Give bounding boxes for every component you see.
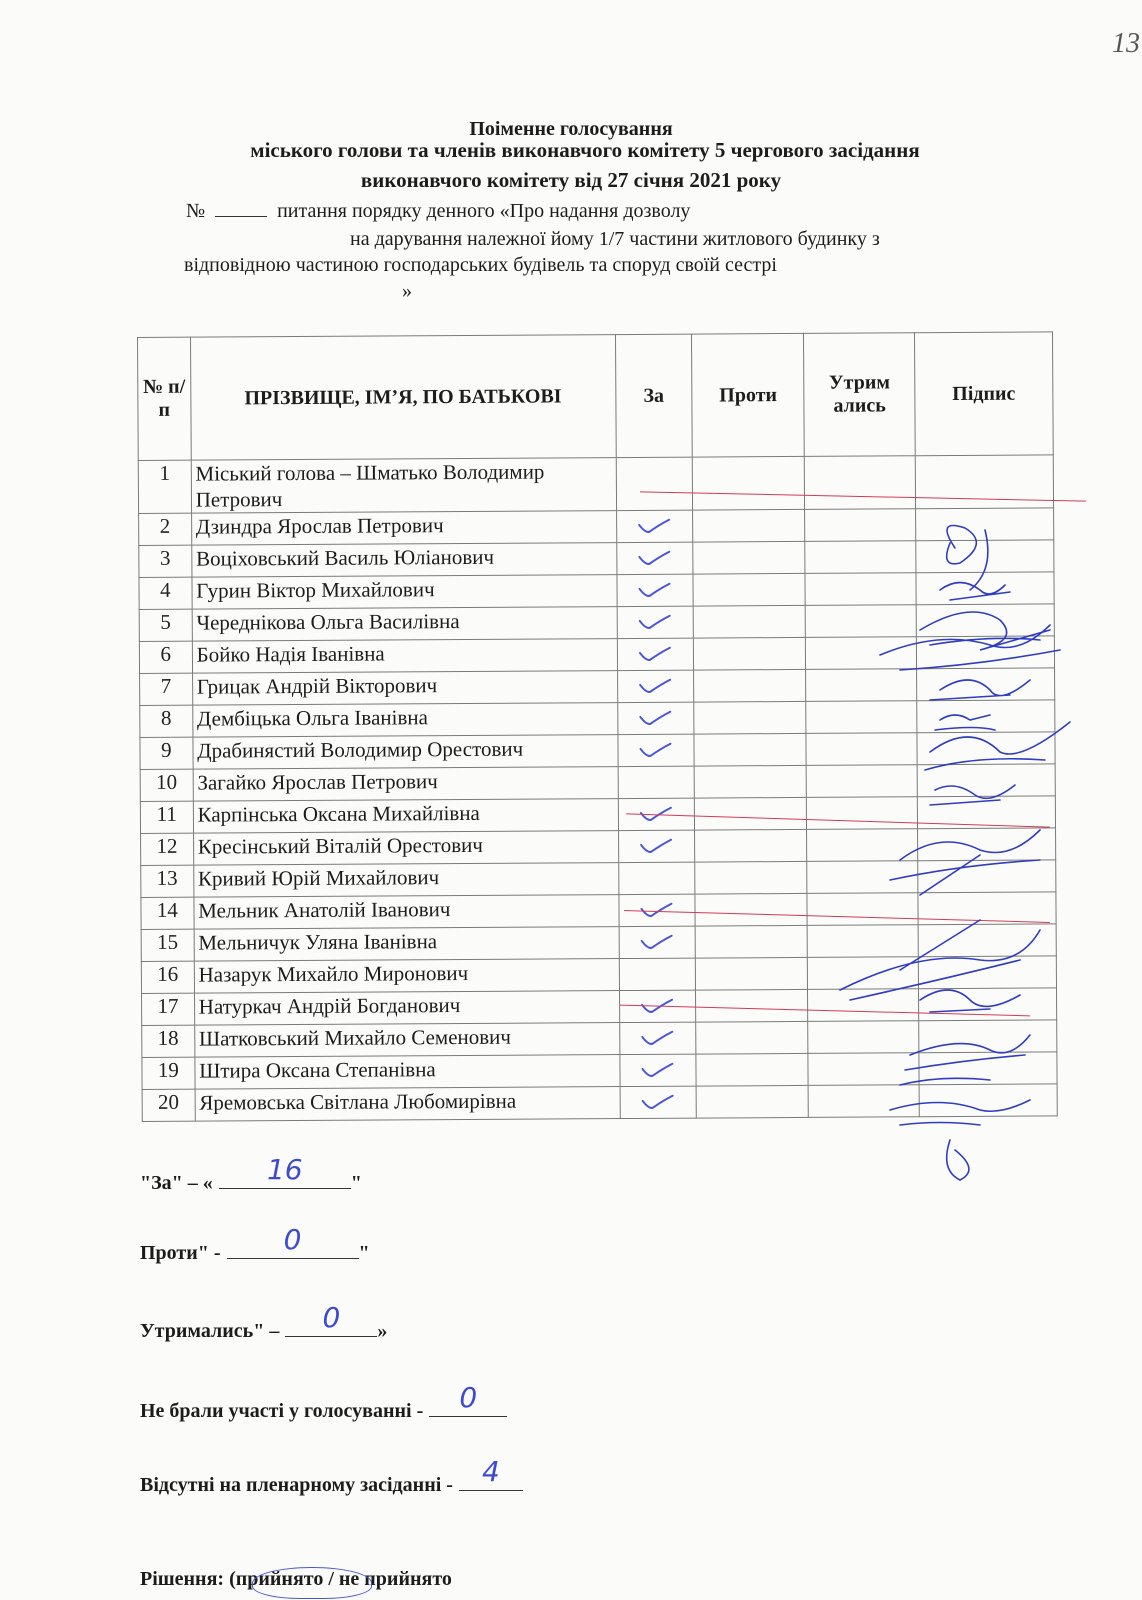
header-num: № п/ п (138, 337, 191, 460)
signature-scribble (840, 920, 1040, 1000)
summary-not-voted (140, 1381, 507, 1423)
header-against: Проти (692, 333, 805, 457)
header-name: ПРІЗВИЩЕ, ІМ’Я, ПО БАТЬКОВІ (190, 335, 616, 461)
summary-absent (140, 1455, 523, 1497)
header-signature: Підпис (914, 332, 1053, 456)
summary-against (140, 1223, 370, 1265)
summary-decision-label: Рішення: (прийнято / не прийнято (140, 1568, 452, 1590)
row-number: 12 (141, 833, 194, 865)
row-number: 15 (141, 929, 194, 961)
row-name: Череднікова Ольга Василівна (192, 607, 617, 642)
row-number: 14 (141, 897, 194, 929)
header-for: За (615, 334, 692, 457)
row-name: Мельничук Уляна Іванівна (194, 927, 619, 962)
signature-scribble (935, 715, 995, 730)
row-number: 2 (139, 513, 192, 545)
row-name: Натуркач Андрій Богданович (194, 991, 619, 1026)
signature-scribble (900, 1035, 1030, 1085)
document-subtitle: міського голови та членів виконавчого комітету 5 чергового засідання (250, 138, 920, 162)
header-abstained: Утрим ались (804, 333, 915, 457)
row-name: Бойко Надія Іванівна (192, 639, 617, 674)
agenda-question-line-3: відповідною частиною господарських будівель та споруд своїй сестрі (184, 254, 777, 276)
summary-not-voted-label: Не брали участі у голосуванні - (140, 1400, 424, 1422)
summary-for-value: 16 (266, 1153, 303, 1186)
summary-abstained (140, 1301, 388, 1343)
row-name: Кривий Юрій Михайлович (193, 863, 618, 898)
document-title: Поіменне голосування (469, 118, 673, 140)
row-number: 6 (139, 641, 192, 673)
row-name: Драбинястий Володимир Орестович (193, 735, 618, 770)
row-number: 16 (141, 961, 194, 993)
row-name: Міський голова – Шматько Володимир Петрович (191, 458, 616, 514)
summary-abstained-blank (285, 1301, 377, 1337)
row-number: 17 (142, 993, 195, 1025)
row-name: Гурин Віктор Михайлович (192, 575, 617, 610)
row-number: 11 (140, 801, 193, 833)
row-name: Дембіцька Ольга Іванівна (192, 703, 617, 738)
number-sign: № (186, 200, 206, 222)
row-name: Мельник Анатолій Іванович (194, 895, 619, 930)
meeting-date-line: виконавчого комітету від 27 січня 2021 року (360, 168, 782, 192)
row-number: 5 (139, 609, 192, 641)
row-name: Карпінська Оксана Михайлівна (193, 799, 618, 834)
summary-against-label: Проти" - (140, 1242, 221, 1264)
agenda-question-close: » (402, 280, 412, 302)
row-name: Шатковський Михайло Семенович (194, 1023, 619, 1058)
summary-for-label: "За" – « (140, 1172, 213, 1194)
row-number: 1 (138, 460, 191, 513)
row-number: 18 (142, 1025, 195, 1057)
signature-scribble (920, 990, 1020, 1012)
row-number: 13 (141, 865, 194, 897)
signature-scribble (880, 625, 1060, 670)
row-number: 4 (139, 577, 192, 609)
summary-for-blank (219, 1153, 351, 1189)
summary-against-close: " (358, 1242, 370, 1264)
page-number: 13 (1112, 28, 1140, 59)
row-name: Дзиндра Ярослав Петрович (191, 511, 616, 546)
row-number: 3 (139, 545, 192, 577)
row-name: Штира Оксана Степанівна (195, 1055, 620, 1090)
summary-for-close: " (350, 1172, 362, 1194)
signature-scribble (947, 526, 988, 591)
row-number: 10 (140, 769, 193, 801)
summary-against-value: 0 (283, 1223, 302, 1256)
row-name: Грицак Андрій Вікторович (192, 671, 617, 706)
summary-abstained-value: 0 (322, 1301, 341, 1334)
row-name: Яремовська Світлана Любомирівна (195, 1087, 620, 1122)
row-number: 19 (142, 1057, 195, 1089)
summary-absent-blank (459, 1455, 523, 1491)
row-name: Воціховський Василь Юліанович (191, 543, 616, 578)
summary-absent-value: 4 (482, 1455, 500, 1488)
summary-not-voted-value: 0 (459, 1381, 478, 1414)
signature-scribble (890, 1100, 1030, 1180)
summary-abstained-close: » (377, 1320, 388, 1342)
agenda-question-line-2: на дарування належної йому 1/7 частини житлового будинку з (350, 228, 880, 250)
summary-absent-label: Відсутні на пленарному засіданні - (140, 1474, 453, 1496)
signature-scribble (890, 830, 1040, 895)
summary-for (140, 1153, 362, 1195)
summary-not-voted-blank (429, 1381, 507, 1417)
row-name: Назарук Михайло Миронович (194, 959, 619, 994)
summary-against-blank (227, 1223, 359, 1259)
decision-circle-mark (252, 1567, 372, 1599)
row-name: Загайко Ярослав Петрович (193, 767, 618, 802)
row-number: 7 (140, 673, 193, 705)
row-number: 8 (140, 705, 193, 737)
signature-scribble (930, 680, 1030, 700)
row-name: Кресінський Віталій Орестович (193, 831, 618, 866)
summary-abstained-label: Утримались" – (140, 1320, 280, 1342)
row-number: 20 (142, 1089, 195, 1121)
row-number: 9 (140, 737, 193, 769)
agenda-question-text: питання порядку денного «Про надання дозволу (277, 200, 691, 222)
signature-scribble (930, 785, 1015, 805)
